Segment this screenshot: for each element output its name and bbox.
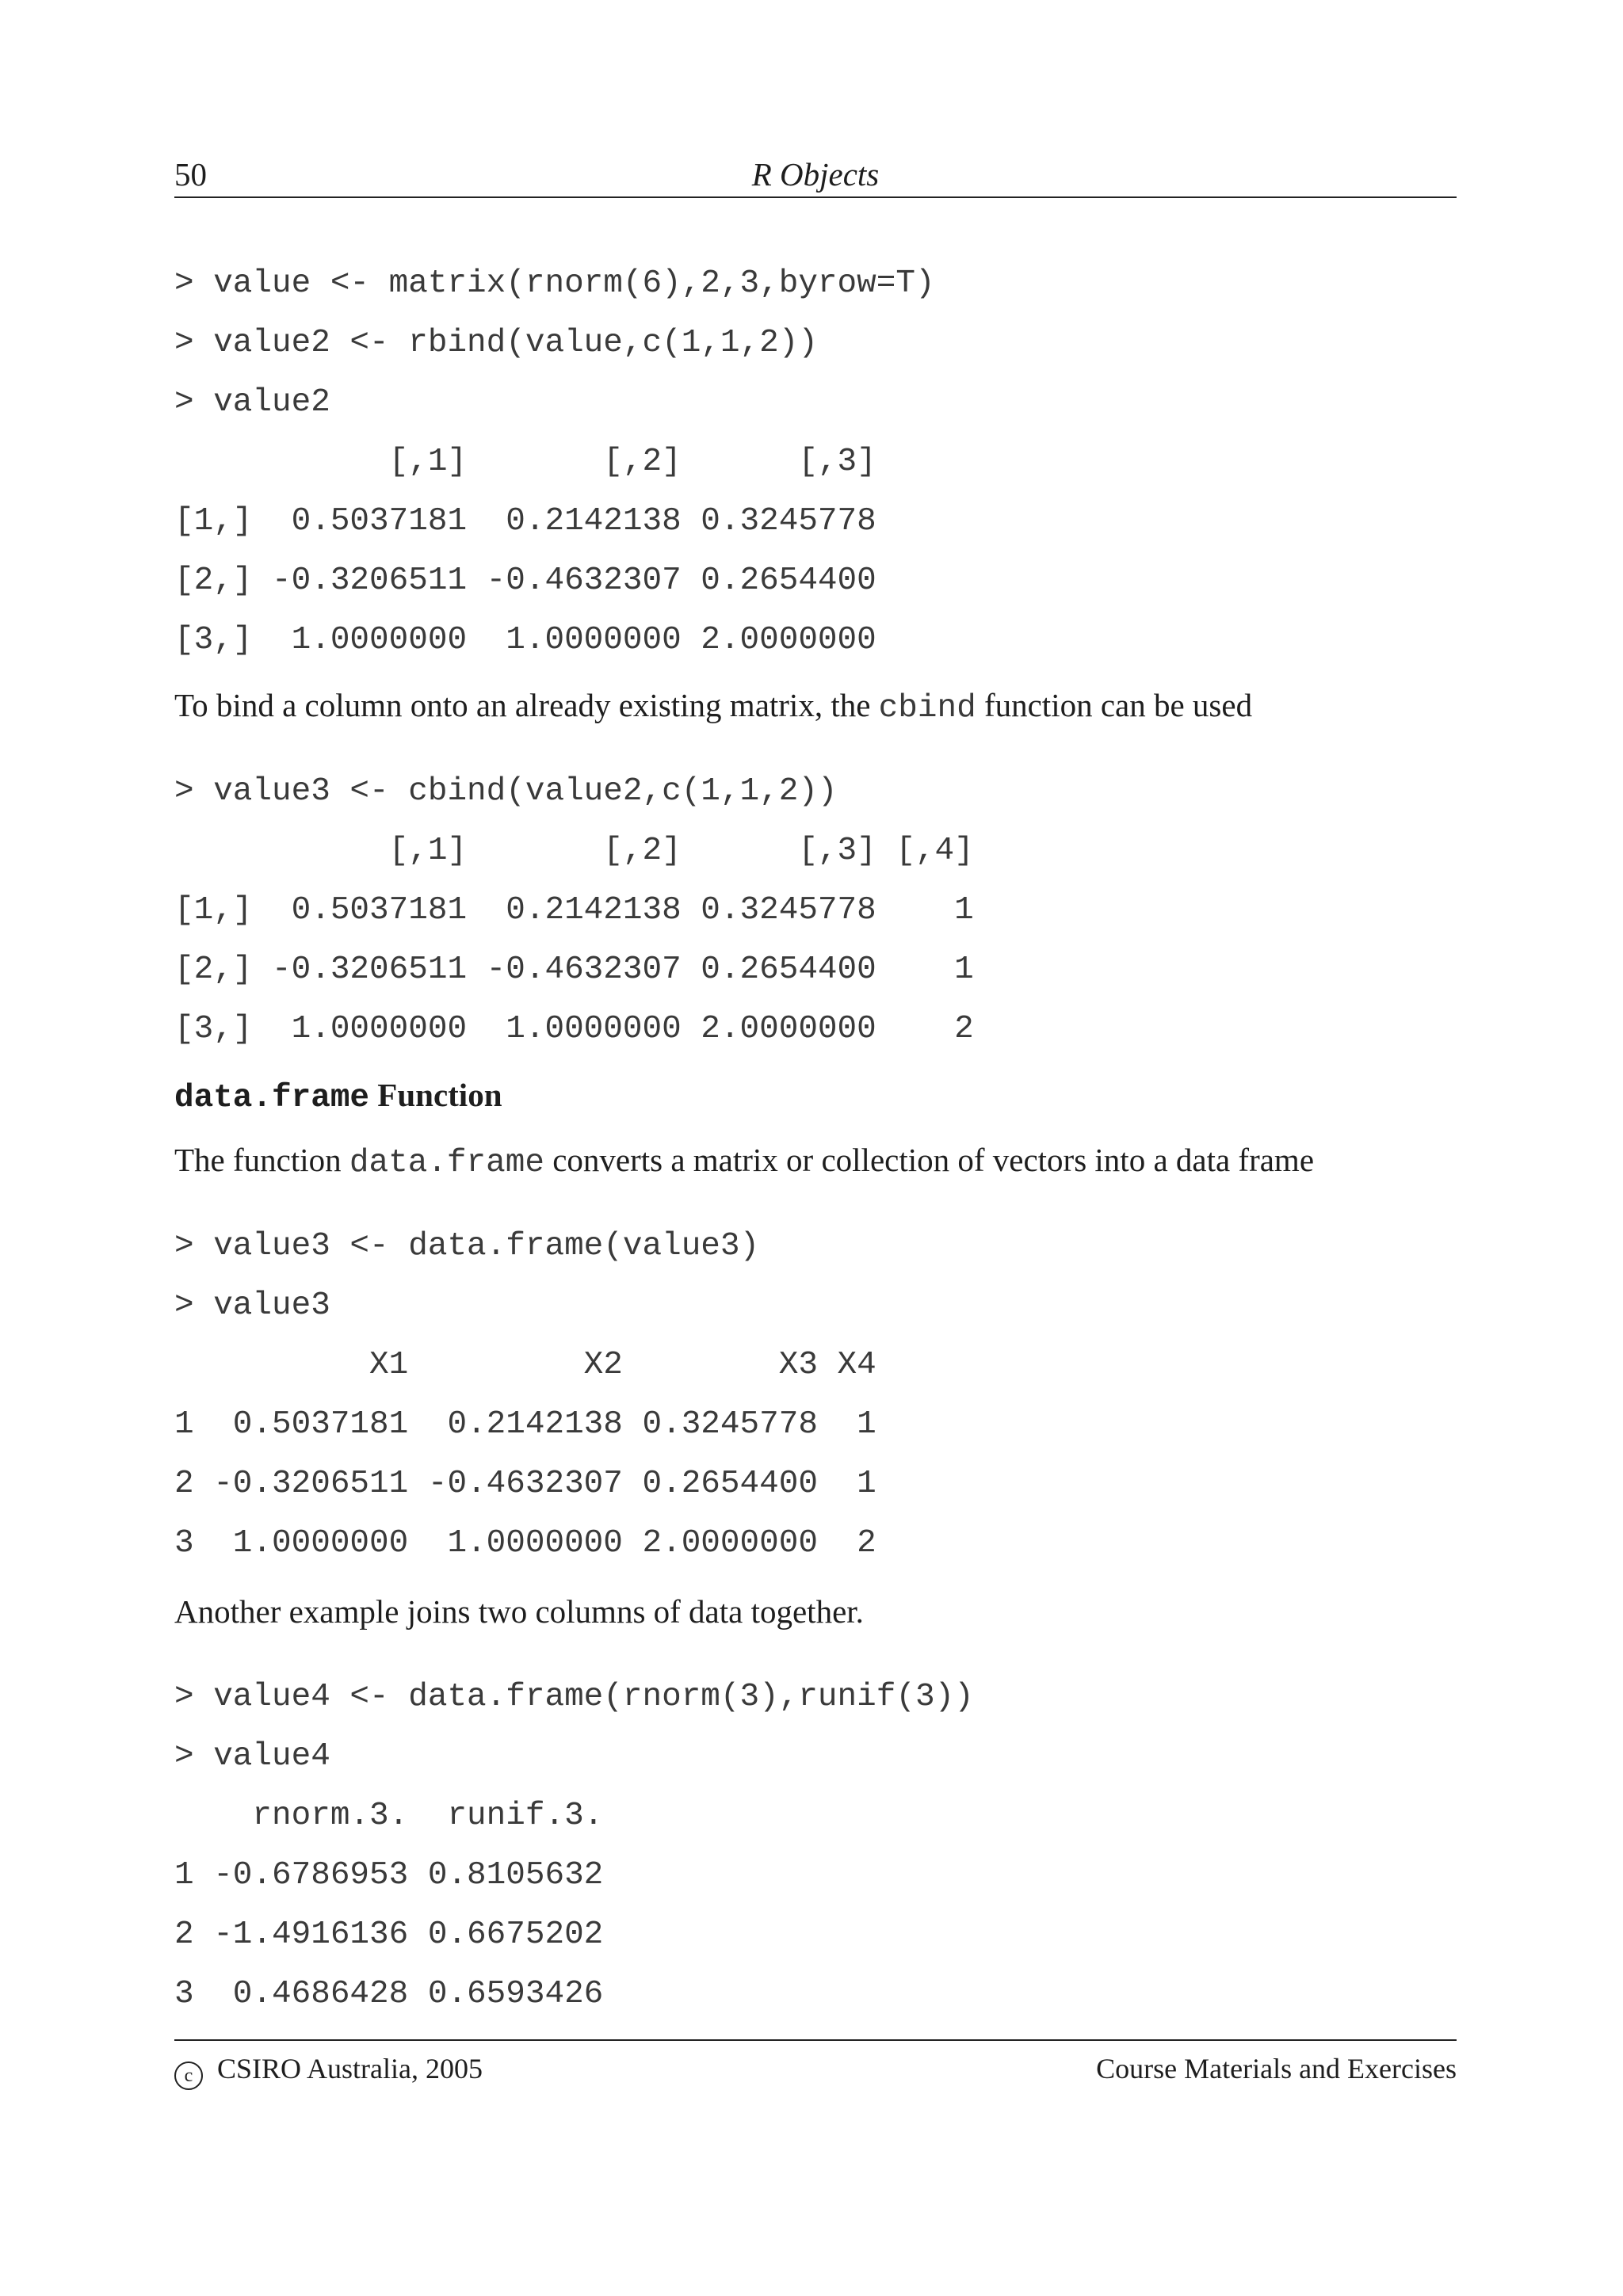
footer-course: Course Materials and Exercises bbox=[1096, 2053, 1457, 2084]
heading-text: Function bbox=[369, 1077, 502, 1113]
running-title: R Objects bbox=[751, 156, 880, 193]
copyright-icon: c bbox=[174, 2061, 203, 2090]
paragraph-cbind bbox=[174, 683, 1474, 730]
footer-org: CSIRO Australia, 2005 bbox=[217, 2053, 483, 2084]
page-header bbox=[174, 152, 1457, 198]
heading-code: data.frame bbox=[174, 1080, 370, 1116]
paragraph-data-frame bbox=[174, 1138, 1474, 1185]
code-block-rbind: > value <- matrix(rnorm(6),2,3,byrow=T) > value2 <- rbind(value,c(1,1,2)) > value2 [,1] [,2] [,3] [1,] 0.5037181 0.2142138 0.3245778 [2,] -0.3206511 -0.4632307 0.2654400 [3,] 1.0000000 1.0000000 2.0000000 bbox=[174, 265, 935, 658]
para-text: converts a matrix or collection of vectors into a data frame bbox=[544, 1142, 1315, 1178]
page-footer bbox=[174, 2039, 1457, 2096]
section-heading bbox=[174, 1073, 502, 1120]
page-number: 50 bbox=[174, 156, 207, 193]
para-text: function can be used bbox=[976, 687, 1253, 723]
inline-code: data.frame bbox=[349, 1145, 544, 1181]
paragraph-example: Another example joins two columns of data together. bbox=[174, 1593, 864, 1630]
code-block-data-frame: > value3 <- data.frame(value3) > value3 X1 X2 X3 X4 1 0.5037181 0.2142138 0.3245778 1 2 -0.3206511 -0.4632307 0.2654400 1 3 1.0000000 1.0000000 2.0000000 2 bbox=[174, 1228, 876, 1562]
para-text: To bind a column onto an already existing matrix, the bbox=[174, 687, 879, 723]
footer-copyright bbox=[174, 2049, 483, 2090]
para-text: The function bbox=[174, 1142, 349, 1178]
code-block-cbind: > value3 <- cbind(value2,c(1,1,2)) [,1] [,2] [,3] [,4] [1,] 0.5037181 0.2142138 0.3245778 1 [2,] -0.3206511 -0.4632307 0.2654400 1 [3,] 1.0000000 1.0000000 2.0000000 2 bbox=[174, 773, 974, 1047]
inline-code: cbind bbox=[878, 690, 976, 727]
code-block-value4: > value4 <- data.frame(rnorm(3),runif(3)) > value4 rnorm.3. runif.3. 1 -0.6786953 0.8105632 2 -1.4916136 0.6675202 3 0.4686428 0.6593426 bbox=[174, 1679, 974, 2012]
